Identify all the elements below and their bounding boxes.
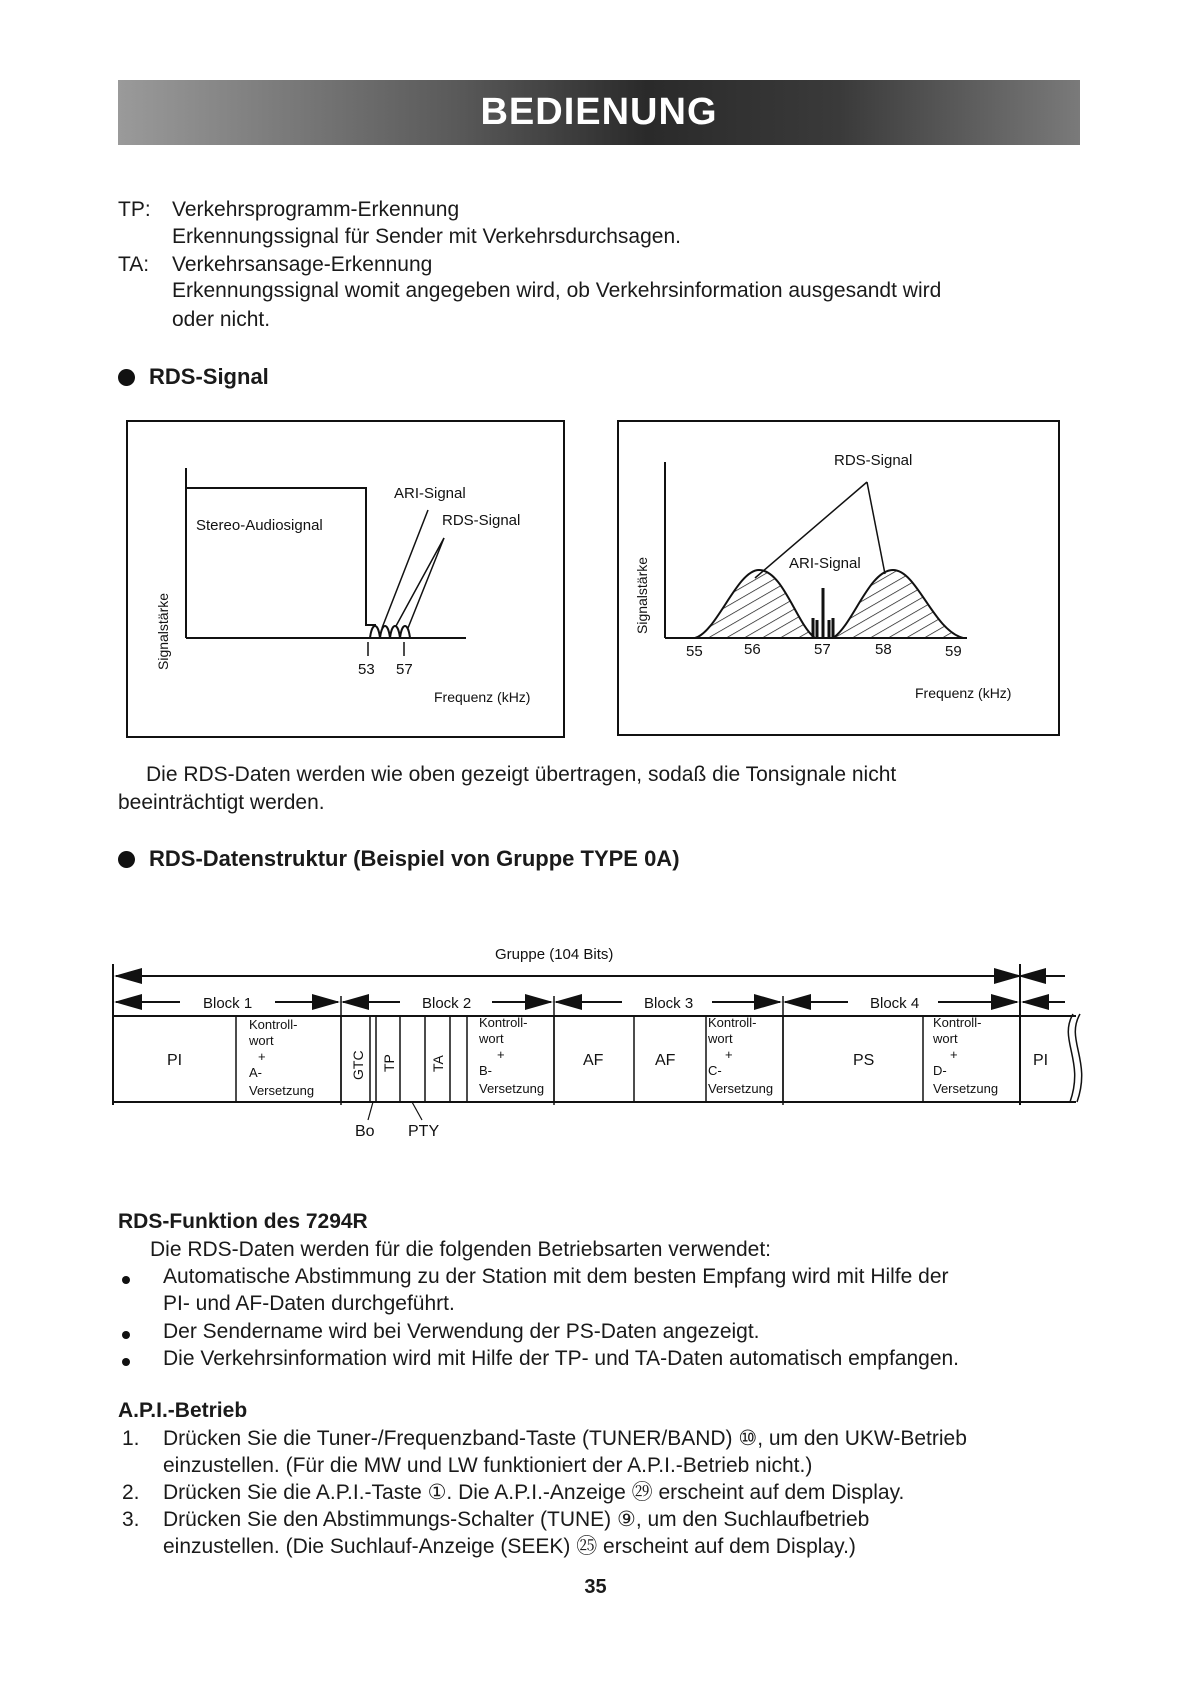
ctrl-b-4: B- xyxy=(479,1063,492,1078)
term-tp-title: Verkehrsprogramm-Erkennung xyxy=(172,198,460,221)
ctrl-a-4: A- xyxy=(249,1065,262,1080)
cell-tp: TP xyxy=(381,1054,397,1072)
block-1-label: Block 1 xyxy=(203,995,253,1012)
bo-label: Bo xyxy=(355,1123,375,1140)
bullet-dot-icon xyxy=(118,369,135,386)
rds-signal-heading-text: RDS-Signal xyxy=(149,364,269,389)
ctrl-d-1: Kontroll- xyxy=(933,1015,982,1030)
bullet-dot-icon xyxy=(118,851,135,868)
ctrl-d-2: wort xyxy=(933,1031,958,1046)
left-xlabel: Frequenz (kHz) xyxy=(434,689,531,705)
block-3-label: Block 3 xyxy=(644,995,694,1012)
ctrl-c-5: Versetzung xyxy=(708,1081,774,1096)
cell-gtc: GTC xyxy=(350,1050,366,1080)
api-step-1-line-1: Drücken Sie die Tuner-/Frequenzband-Taste (TUNER/BAND) ⑩, um den UKW-Betrieb xyxy=(163,1427,967,1450)
ctrl-c-4: C- xyxy=(708,1063,722,1078)
term-tp: TP: xyxy=(118,198,151,221)
spectrum-diagram-left xyxy=(126,420,566,740)
left-tick-53: 53 xyxy=(358,661,375,678)
ctrl-b-2: wort xyxy=(479,1031,504,1046)
left-ylabel: Signalstärke xyxy=(155,592,171,670)
term-ta-desc-2: oder nicht. xyxy=(172,308,271,331)
list-bullet-icon xyxy=(122,1331,130,1339)
right-ari-label: ARI-Signal xyxy=(789,555,861,572)
stereo-label: Stereo-Audiosignal xyxy=(196,517,323,534)
section-title: BEDIENUNG xyxy=(480,91,718,133)
api-step-3-line-2: einzustellen. (Die Suchlauf-Anzeige (SEEK) ㉕ erscheint auf dem Display.) xyxy=(163,1535,856,1558)
api-step-1-line-2: einzustellen. (Für die MW und LW funktioniert der A.P.I.-Betrieb nicht.) xyxy=(163,1454,813,1477)
page-number: 35 xyxy=(584,1576,607,1598)
right-tick-59: 59 xyxy=(945,643,962,660)
ctrl-a-3: + xyxy=(258,1049,266,1064)
api-step-3-num: 3. xyxy=(122,1508,140,1531)
api-step-2-num: 2. xyxy=(122,1481,140,1504)
rds-structure-heading xyxy=(118,846,680,872)
rds-caption-1: Die RDS-Daten werden wie oben gezeigt übertragen, sodaß die Tonsignale nicht xyxy=(146,763,897,786)
rds-data-structure-diagram xyxy=(110,940,1110,1150)
ctrl-d-5: Versetzung xyxy=(933,1081,999,1096)
cell-af-1: AF xyxy=(583,1052,604,1069)
ctrl-d-4: D- xyxy=(933,1063,947,1078)
term-ta-title: Verkehrsansage-Erkennung xyxy=(172,253,433,276)
list-bullet-icon xyxy=(122,1358,130,1366)
pty-label: PTY xyxy=(408,1123,440,1140)
rds-signal-heading xyxy=(118,364,269,390)
rds-label: RDS-Signal xyxy=(442,512,521,529)
term-tp-desc: Erkennungssignal für Sender mit Verkehrsdurchsagen. xyxy=(172,225,681,248)
rds-caption-2: beeinträchtigt werden. xyxy=(118,791,325,814)
ctrl-a-1: Kontroll- xyxy=(249,1017,298,1032)
ctrl-b-1: Kontroll- xyxy=(479,1015,528,1030)
block-4-label: Block 4 xyxy=(870,995,920,1012)
right-tick-58: 58 xyxy=(875,641,892,658)
cell-ps: PS xyxy=(853,1052,875,1069)
api-step-1-num: 1. xyxy=(122,1427,140,1450)
rds-function-bullet-1a: Automatische Abstimmung zu der Station mit dem besten Empfang wird mit Hilfe der xyxy=(163,1265,949,1288)
list-bullet-icon xyxy=(122,1276,130,1284)
api-step-2-line-1: Drücken Sie die A.P.I.-Taste ①. Die A.P.I.-Anzeige ㉙ erscheint auf dem Display. xyxy=(163,1481,905,1504)
cell-pi-next: PI xyxy=(1033,1052,1049,1069)
cell-pi: PI xyxy=(167,1052,183,1069)
rds-function-bullet-2: Der Sendername wird bei Verwendung der PS-Daten angezeigt. xyxy=(163,1320,760,1343)
right-xlabel: Frequenz (kHz) xyxy=(915,685,1012,701)
rds-function-bullet-3: Die Verkehrsinformation wird mit Hilfe der TP- und TA-Daten automatisch empfangen. xyxy=(163,1347,960,1370)
ctrl-b-5: Versetzung xyxy=(479,1081,545,1096)
right-tick-55: 55 xyxy=(686,643,703,660)
cell-af-2: AF xyxy=(655,1052,676,1069)
ctrl-c-1: Kontroll- xyxy=(708,1015,757,1030)
ctrl-b-3: + xyxy=(497,1047,505,1062)
ctrl-d-3: + xyxy=(950,1047,958,1062)
ctrl-a-2: wort xyxy=(249,1033,274,1048)
rds-function-intro: Die RDS-Daten werden für die folgenden Betriebsarten verwendet: xyxy=(150,1238,772,1261)
ctrl-a-5: Versetzung xyxy=(249,1083,315,1098)
rds-function-bullet-1b: PI- und AF-Daten durchgeführt. xyxy=(163,1292,455,1315)
block-2-label: Block 2 xyxy=(422,995,472,1012)
section-banner xyxy=(118,80,1080,145)
ctrl-c-2: wort xyxy=(708,1031,733,1046)
spectrum-diagram-right xyxy=(617,420,1061,738)
right-tick-56: 56 xyxy=(744,641,761,658)
right-ylabel: Signalstärke xyxy=(634,556,650,634)
ari-label: ARI-Signal xyxy=(394,485,466,502)
api-step-3-line-1: Drücken Sie den Abstimmungs-Schalter (TUNE) ⑨, um den Suchlaufbetrieb xyxy=(163,1508,870,1531)
api-heading: A.P.I.-Betrieb xyxy=(118,1399,248,1422)
rds-structure-heading-text: RDS-Datenstruktur (Beispiel von Gruppe TYPE 0A) xyxy=(149,846,680,871)
right-tick-57: 57 xyxy=(814,641,831,658)
term-ta: TA: xyxy=(118,253,150,276)
ctrl-c-3: + xyxy=(725,1047,733,1062)
term-ta-desc-1: Erkennungssignal womit angegeben wird, ob Verkehrsinformation ausgesandt wird xyxy=(172,279,942,302)
left-tick-57: 57 xyxy=(396,661,413,678)
rds-function-heading: RDS-Funktion des 7294R xyxy=(118,1210,368,1233)
group-label: Gruppe (104 Bits) xyxy=(495,946,614,963)
right-rds-label: RDS-Signal xyxy=(834,452,913,469)
cell-ta: TA xyxy=(430,1055,446,1072)
